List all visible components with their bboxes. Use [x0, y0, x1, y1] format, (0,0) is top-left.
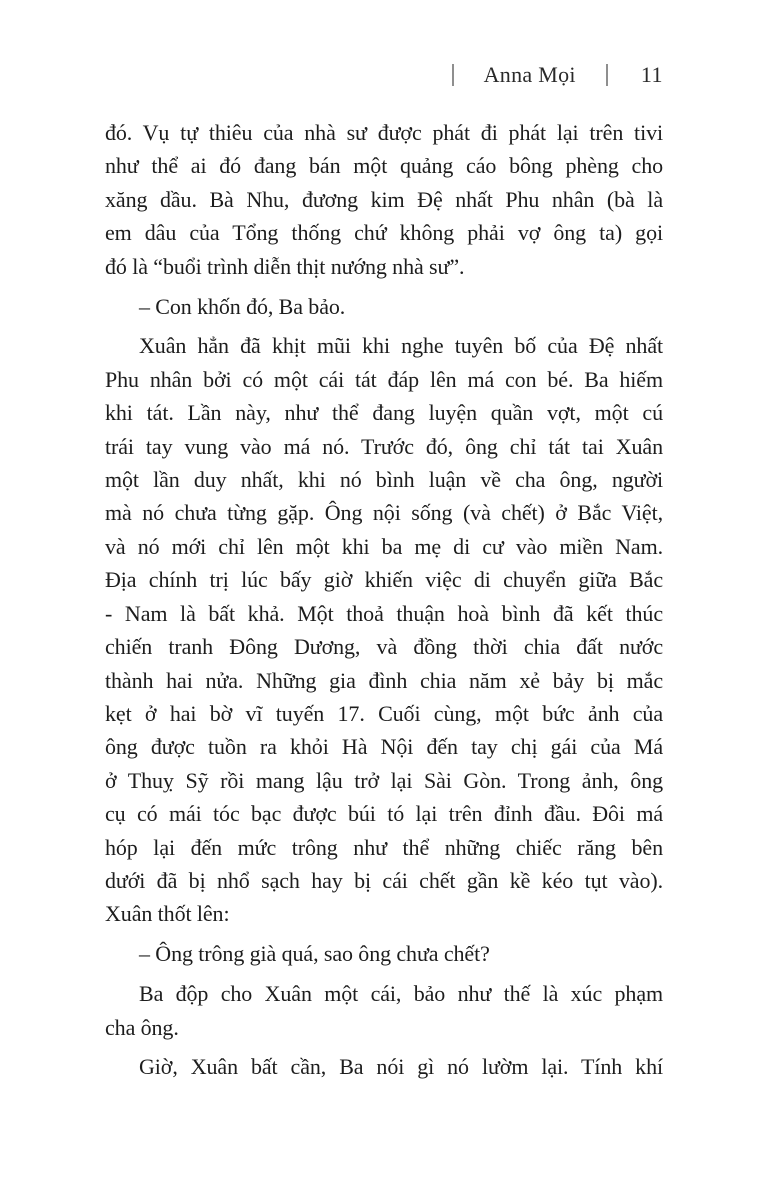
- text-line: chiến tranh Đông Dương, và đồng thời chia đất nước: [105, 634, 663, 660]
- text-line: và nó mới chỉ lên một khi ba mẹ di cư vào miền Nam.: [105, 533, 663, 559]
- paragraph: [105, 290, 663, 323]
- text-line: đó là “buổi trình diễn thịt nướng nhà sư”.: [105, 253, 465, 279]
- text-line: khi tát. Lần này, như thể đang luyện quần vợt, một cú: [105, 400, 663, 426]
- text-line: cụ có mái tóc bạc được búi tó lại trên đỉnh đầu. Đôi má: [105, 801, 663, 827]
- paragraph: [105, 116, 663, 283]
- text-line: - Nam là bất khả. Một thoả thuận hoà bình đã kết thúc: [105, 600, 663, 626]
- text-line: Địa chính trị lúc bấy giờ khiến việc di chuyển giữa Bắc: [105, 567, 663, 593]
- text-line: ở Thuỵ Sỹ rồi mang lậu trở lại Sài Gòn. Trong ảnh, ông: [105, 767, 663, 793]
- text-line: – Con khốn đó, Ba bảo.: [139, 293, 346, 319]
- text-line: thành hai nửa. Những gia đình chia năm xẻ bảy bị mắc: [105, 667, 663, 693]
- text-line: đó. Vụ tự thiêu của nhà sư được phát đi phát lại trên tivi: [105, 120, 663, 145]
- paragraph: [105, 1050, 663, 1083]
- text-line: – Ông trông già quá, sao ông chưa chết?: [139, 941, 490, 967]
- text-line: trái tay vung vào má nó. Trước đó, ông chỉ tát tai Xuân: [105, 433, 663, 459]
- text-line: cha ông.: [105, 1014, 179, 1040]
- vertical-bar-icon: [606, 64, 608, 86]
- header-page-number: 11: [640, 62, 663, 87]
- vertical-bar-icon: [452, 64, 454, 86]
- text-line: Phu nhân bởi có một cái tát đáp lên má con bé. Ba hiếm: [105, 366, 663, 392]
- text-line: Ba độp cho Xuân một cái, bảo như thế là xúc phạm: [139, 981, 663, 1007]
- text-line: Giờ, Xuân bất cần, Ba nói gì nó lườm lại. Tính khí: [139, 1054, 663, 1080]
- text-line: em dâu của Tổng thống chứ không phải vợ ông ta) gọi: [105, 220, 663, 246]
- paragraph: [105, 329, 663, 930]
- header-book-title: Anna Mọi: [483, 62, 576, 87]
- text-line: như thể ai đó đang bán một quảng cáo bông phèng cho: [105, 153, 663, 179]
- text-line: một lần duy nhất, khi nó bình luận về cha ông, người: [105, 467, 663, 493]
- running-header: [105, 62, 663, 88]
- text-line: Xuân thốt lên:: [105, 901, 230, 927]
- paragraph: [105, 977, 663, 1044]
- text-line: ông được tuồn ra khỏi Hà Nội đến tay chị gái của Má: [105, 734, 663, 760]
- text-line: dưới đã bị nhổ sạch hay bị cái chết gần kề kéo tụt vào).: [105, 867, 663, 893]
- paragraph: [105, 937, 663, 970]
- text-line: mà nó chưa từng gặp. Ông nội sống (và chết) ở Bắc Việt,: [105, 500, 663, 526]
- text-line: Xuân hẳn đã khịt mũi khi nghe tuyên bố của Đệ nhất: [139, 333, 663, 359]
- page-body: [105, 116, 663, 1084]
- text-line: xăng dầu. Bà Nhu, đương kim Đệ nhất Phu nhân (bà là: [105, 186, 663, 212]
- text-line: hóp lại đến mức trông như thể những chiếc răng bên: [105, 834, 663, 860]
- text-line: kẹt ở hai bờ vĩ tuyến 17. Cuối cùng, một bức ảnh của: [105, 700, 663, 726]
